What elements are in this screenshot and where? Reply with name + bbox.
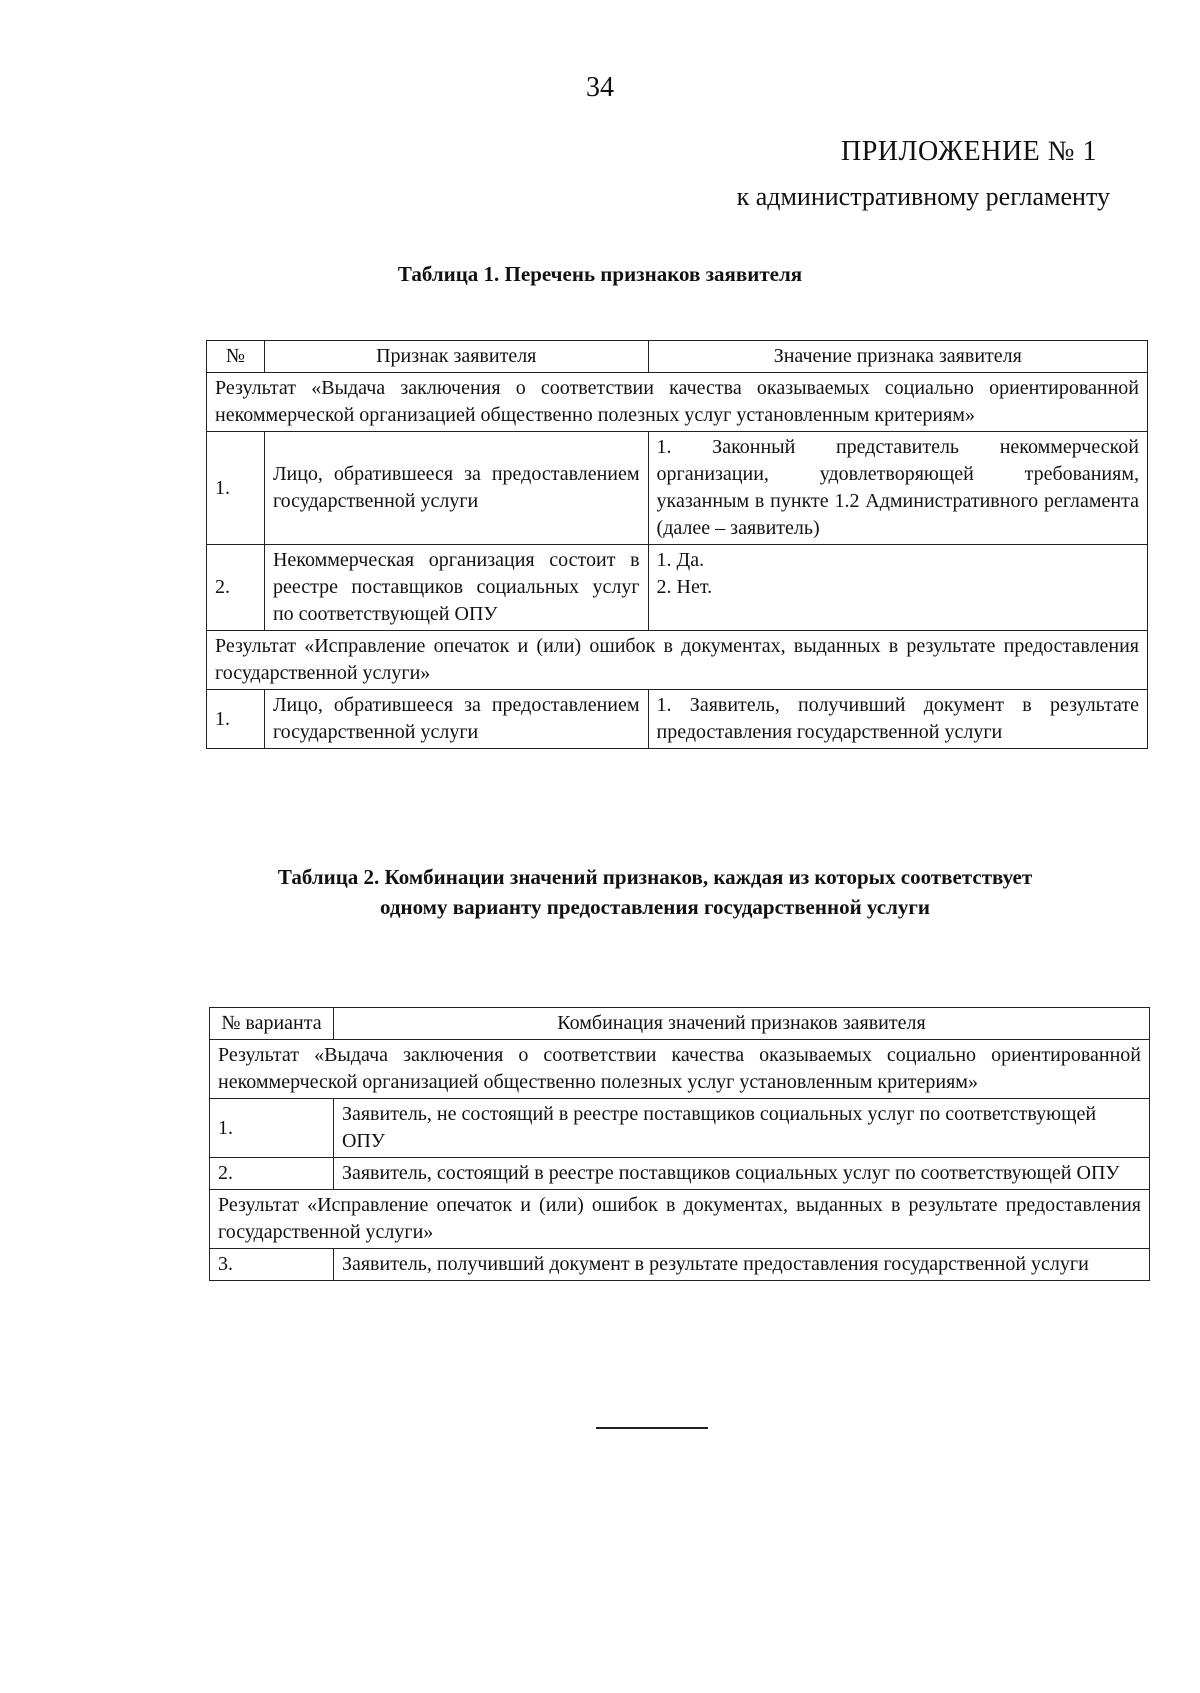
result-row	[207, 631, 1148, 690]
value-line: 2. Нет.	[656, 576, 713, 598]
table-row	[210, 1099, 1150, 1158]
table-header-row	[207, 341, 1148, 373]
table2-title: Таблица 2. Комбинации значений признаков, каждая из которых соответствует одному варианту предоставления государственной услуги	[277, 865, 1033, 919]
result-text: Результат «Исправление опечаток и (или) ошибок в документах, выданных в результате предоставления государственной услуги»	[207, 631, 1148, 690]
table-row	[207, 432, 1148, 545]
header-number: №	[207, 341, 265, 373]
row-number: 1.	[207, 432, 265, 545]
table1-title: Таблица 1. Перечень признаков заявителя	[397, 262, 803, 286]
header-value: Значение признака заявителя	[648, 341, 1147, 373]
result-row	[207, 373, 1148, 432]
table-row	[207, 545, 1148, 631]
result-text: Результат «Исправление опечаток и (или) ошибок в документах, выданных в результате предоставления государственной услуги»	[210, 1190, 1150, 1249]
variant-number: 2.	[210, 1158, 334, 1190]
row-number: 1.	[207, 690, 265, 749]
table-row	[210, 1158, 1150, 1190]
value-line: 1. Да.	[656, 549, 705, 571]
feature-cell: Лицо, обратившееся за предоставлением государственной услуги	[264, 690, 648, 749]
appendix-title: ПРИЛОЖЕНИЕ № 1	[841, 136, 1097, 167]
table-row	[207, 690, 1148, 749]
value-cell: 1. Заявитель, получивший документ в результате предоставления государственной услуги	[648, 690, 1147, 749]
page-number: 34	[586, 72, 614, 103]
combination-cell: Заявитель, не состоящий в реестре поставщиков социальных услуг по соответствующей ОПУ	[333, 1099, 1149, 1158]
header-combination: Комбинация значений признаков заявителя	[333, 1008, 1149, 1040]
result-row	[210, 1040, 1150, 1099]
table-row	[210, 1249, 1150, 1281]
applicant-features-table	[206, 340, 1148, 749]
variant-combinations-table	[209, 1007, 1150, 1281]
header-variant-number: № варианта	[210, 1008, 334, 1040]
variant-number: 3.	[210, 1249, 334, 1281]
footer-divider	[596, 1427, 708, 1429]
result-row	[210, 1190, 1150, 1249]
result-text: Результат «Выдача заключения о соответствии качества оказываемых социально ориентированной некоммерческой организацией общественно полезных услуг установленным критериям»	[207, 373, 1148, 432]
feature-cell: Некоммерческая организация состоит в реестре поставщиков социальных услуг по соответствующей ОПУ	[264, 545, 648, 631]
combination-cell: Заявитель, состоящий в реестре поставщиков социальных услуг по соответствующей ОПУ	[333, 1158, 1149, 1190]
value-cell: 1. Законный представитель некоммерческой организации, удовлетворяющей требованиям, указанным в пункте 1.2 Административного регламента (далее – заявитель)	[648, 432, 1147, 545]
result-text: Результат «Выдача заключения о соответствии качества оказываемых социально ориентированной некоммерческой организацией общественно полезных услуг установленным критериям»	[210, 1040, 1150, 1099]
feature-cell: Лицо, обратившееся за предоставлением государственной услуги	[264, 432, 648, 545]
variant-number: 1.	[210, 1099, 334, 1158]
header-feature: Признак заявителя	[264, 341, 648, 373]
row-number: 2.	[207, 545, 265, 631]
table-header-row	[210, 1008, 1150, 1040]
combination-cell: Заявитель, получивший документ в результате предоставления государственной услуги	[333, 1249, 1149, 1281]
appendix-subtitle: к административному регламенту	[736, 182, 1110, 211]
value-cell	[648, 545, 1147, 631]
